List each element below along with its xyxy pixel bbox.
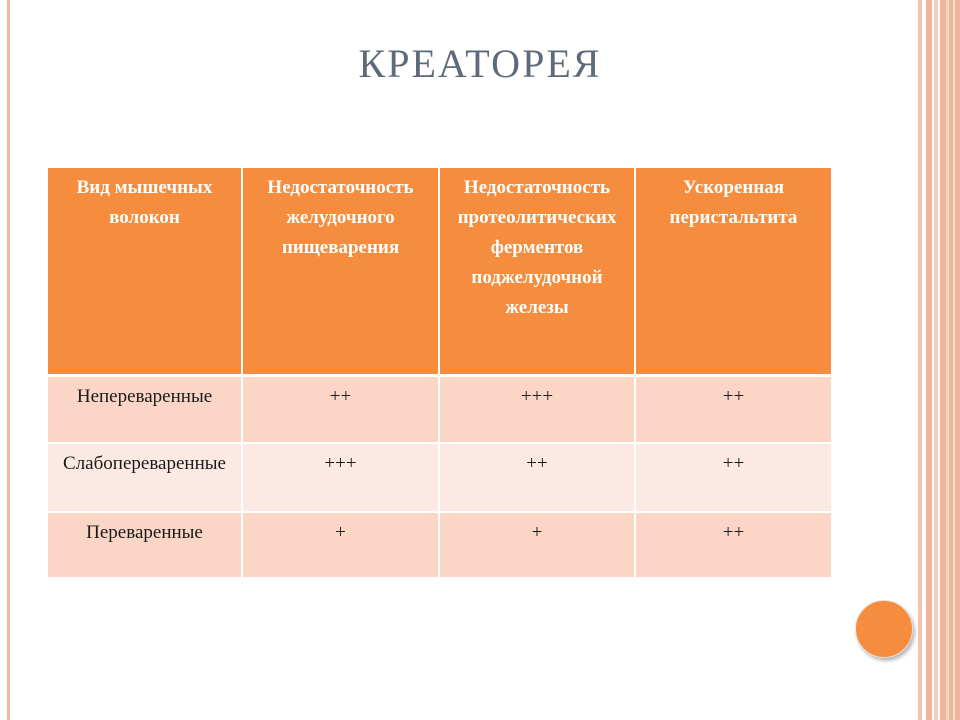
table-cell-label: Слабопереваренные <box>48 443 242 512</box>
right-border-stripe <box>953 0 955 720</box>
table-header-row <box>48 168 831 376</box>
table-row <box>48 376 831 444</box>
table-cell-label: Переваренные <box>48 512 242 578</box>
right-border-stripe <box>926 0 932 720</box>
table-cell: ++ <box>635 376 831 444</box>
table-cell: + <box>242 512 439 578</box>
slide-title: КРЕАТОРЕЯ <box>358 41 602 86</box>
table-row <box>48 512 831 578</box>
table-cell: ++ <box>635 512 831 578</box>
data-table <box>48 168 831 579</box>
table-cell: + <box>439 512 635 578</box>
header-cell-fiber-type: Вид мышечных волокон <box>48 168 242 376</box>
right-border-stripe <box>946 0 949 720</box>
header-cell-pancreatic-insufficiency: Недостаточность протеолитических ферментов поджелудочной железы <box>439 168 635 376</box>
header-cell-accelerated-peristalsis: Ускоренная перистальтита <box>635 168 831 376</box>
table-row <box>48 443 831 512</box>
left-border-line <box>7 0 10 720</box>
right-border-stripe <box>918 0 922 720</box>
orange-circle-icon <box>855 600 913 658</box>
table-cell: ++ <box>635 443 831 512</box>
table-cell: +++ <box>439 376 635 444</box>
table-cell: +++ <box>242 443 439 512</box>
table-cell-label: Непереваренные <box>48 376 242 444</box>
right-border-stripe <box>934 0 938 720</box>
header-cell-gastric-insufficiency: Недостаточность желудочного пищеварения <box>242 168 439 376</box>
right-border-stripe <box>940 0 960 720</box>
table-cell: ++ <box>439 443 635 512</box>
table-cell: ++ <box>242 376 439 444</box>
